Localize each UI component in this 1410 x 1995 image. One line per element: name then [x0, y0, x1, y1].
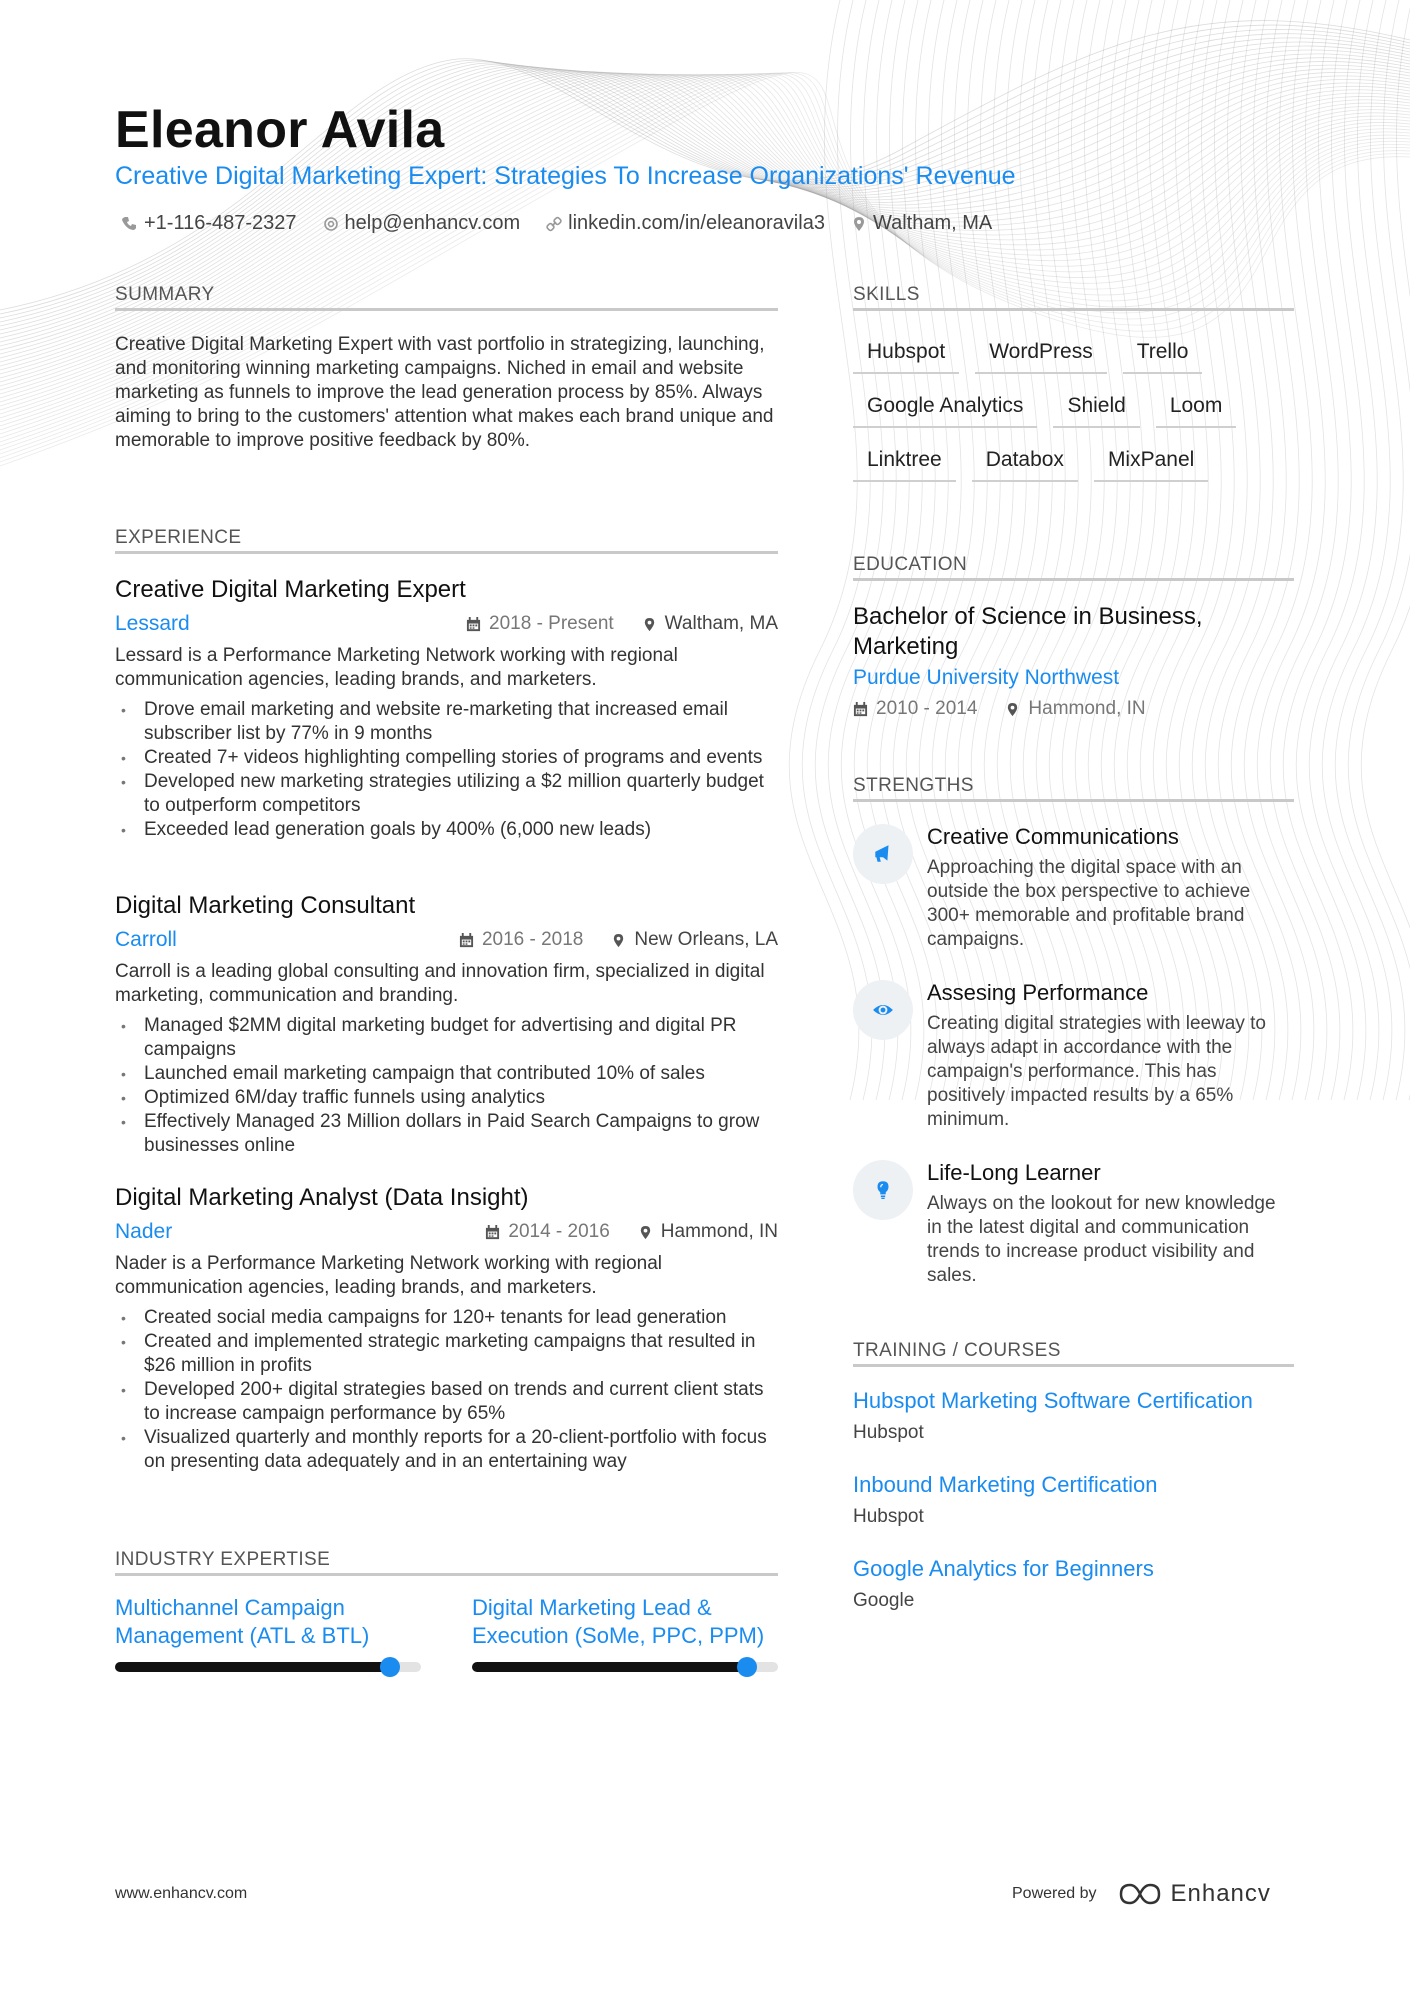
powered-by-label: Powered by	[1012, 1885, 1097, 1902]
bullet-item: • Created social media campaigns for 120+ tenants for lead generation	[115, 1306, 778, 1330]
date-text: 2018 - Present	[489, 613, 614, 634]
location-text: Waltham, MA	[872, 212, 993, 234]
course-provider: Hubspot	[853, 1422, 924, 1443]
course-provider: Google	[853, 1590, 915, 1611]
phone-text: +1-116-487-2327	[144, 212, 297, 234]
job-meta-details	[459, 929, 778, 951]
course-title[interactable]: Hubspot Marketing Software Certification	[853, 1388, 1253, 1413]
bullet-item: • Managed $2MM digital marketing budget for advertising and digital PR campaigns	[115, 1014, 778, 1062]
email-text: help@enhancv.com	[344, 212, 521, 234]
job-meta	[115, 928, 778, 952]
footer-website-link[interactable]: www.enhancv.com	[115, 1885, 248, 1902]
course-title[interactable]: Google Analytics for Beginners	[853, 1556, 1154, 1581]
strength-icon-badge	[853, 980, 913, 1040]
job-description: Nader is a Performance Marketing Network working with regional communication agencies, leading brands, and marketers.	[115, 1253, 663, 1298]
location-text: Hammond, IN	[660, 1221, 778, 1242]
skills-divider	[853, 308, 1294, 311]
experience-entry	[115, 1184, 778, 1474]
skill-tag: Databox	[972, 444, 1078, 482]
strength-description: Always on the lookout for new knowledge in the latest digital and communication trends to increase product visibility and sales.	[927, 1193, 1276, 1286]
bullet-item: • Optimized 6M/day traffic funnels using analytics	[115, 1086, 778, 1110]
job-title: Digital Marketing Analyst (Data Insight)	[115, 1184, 529, 1211]
education-divider	[853, 578, 1294, 581]
at-icon	[323, 216, 339, 232]
bullet-item: • Launched email marketing campaign that contributed 10% of sales	[115, 1062, 778, 1086]
strength-icon-badge	[853, 1160, 913, 1220]
calendar-icon	[485, 1225, 500, 1240]
bullet-item: • Exceeded lead generation goals by 400% (6,000 new leads)	[115, 818, 778, 842]
job-location	[611, 929, 778, 951]
bullet-item: • Drove email marketing and website re-marketing that increased email subscriber list by 77% in 9 months	[115, 698, 778, 746]
summary-heading: SUMMARY	[115, 284, 215, 305]
course-item	[853, 1388, 1294, 1444]
job-dates	[485, 1221, 609, 1243]
school-name[interactable]: Purdue University Northwest	[853, 666, 1120, 689]
experience-heading: EXPERIENCE	[115, 527, 242, 548]
bullet-item: • Created and implemented strategic marketing campaigns that resulted in $26 million in profits	[115, 1330, 778, 1378]
strength-item	[853, 824, 1294, 952]
degree-title: Bachelor of Science in Business, Marketing	[853, 603, 1203, 660]
location-text: New Orleans, LA	[634, 929, 778, 950]
skill-tag: Hubspot	[853, 336, 959, 374]
enhancv-logo[interactable]	[1117, 1880, 1271, 1908]
location-text: Hammond, IN	[1028, 698, 1146, 719]
location-pin-icon	[851, 216, 867, 232]
phone-icon	[122, 216, 138, 232]
contact-bar	[122, 212, 992, 235]
industry-expertise-heading: INDUSTRY EXPERTISE	[115, 1549, 331, 1570]
expertise-level-bar	[472, 1662, 778, 1672]
megaphone-icon	[872, 843, 894, 865]
education-heading: EDUCATION	[853, 554, 968, 575]
job-meta-details	[485, 1221, 778, 1243]
expertise-label: Digital Marketing Lead & Execution (SoMe, PPC, PPM)	[472, 1595, 765, 1648]
linkedin-text: linkedin.com/in/eleanoravila3	[568, 212, 825, 234]
industry-expertise-divider	[115, 1573, 778, 1576]
summary-text: Creative Digital Marketing Expert with vast portfolio in strategizing, launching, and monitoring winning marketing campaigns. Niched in email and website marketing as funnels to improve the lead generation process by 85%. Always aiming to bring to the customers' attention what makes each brand unique and memorable to improve positive feedback by 80%.	[115, 334, 774, 451]
course-item	[853, 1556, 1294, 1612]
courses-heading: TRAINING / COURSES	[853, 1340, 1061, 1361]
skills-list	[853, 336, 1294, 482]
enhancv-brand-text: Enhancv	[1170, 1880, 1271, 1907]
strength-item	[853, 1160, 1294, 1288]
calendar-icon	[466, 617, 481, 632]
education-location	[1005, 698, 1145, 720]
skill-tag: MixPanel	[1094, 444, 1208, 482]
location-pin-icon	[642, 617, 657, 632]
candidate-name: Eleanor Avila	[115, 101, 445, 159]
date-text: 2010 - 2014	[876, 698, 978, 719]
location-pin-icon	[1005, 702, 1020, 717]
location-pin-icon	[611, 933, 626, 948]
location-text: Waltham, MA	[664, 613, 778, 634]
contact-phone[interactable]	[122, 212, 297, 235]
job-bullets	[115, 1014, 778, 1158]
contact-linkedin[interactable]	[546, 212, 825, 235]
strength-description: Creating digital strategies with leeway to always adapt in accordance with the campaign's performance. This has positively impacted results by a 65% minimum.	[927, 1013, 1267, 1130]
skill-tag: Linktree	[853, 444, 956, 482]
strengths-divider	[853, 799, 1294, 802]
job-dates	[459, 929, 583, 951]
skill-tag: Shield	[1053, 390, 1139, 428]
location-pin-icon	[638, 1225, 653, 1240]
job-title: Creative Digital Marketing Expert	[115, 576, 466, 603]
enhancv-logo-mark-icon	[1117, 1881, 1163, 1907]
company-name[interactable]: Nader	[115, 1220, 173, 1243]
expertise-label: Multichannel Campaign Management (ATL & BTL)	[115, 1595, 370, 1648]
bullet-item: • Created 7+ videos highlighting compelling stories of programs and events	[115, 746, 778, 770]
job-bullets	[115, 698, 778, 842]
job-bullets	[115, 1306, 778, 1474]
job-meta	[115, 1220, 778, 1244]
experience-entry	[115, 892, 778, 1158]
lightbulb-icon	[872, 1179, 894, 1201]
job-location	[642, 613, 778, 635]
candidate-headline: Creative Digital Marketing Expert: Strategies To Increase Organizations' Revenue	[115, 162, 1016, 190]
strengths-heading: STRENGTHS	[853, 775, 974, 796]
experience-entry	[115, 576, 778, 842]
strength-icon-badge	[853, 824, 913, 884]
expertise-item	[115, 1594, 421, 1672]
bullet-item: • Developed 200+ digital strategies based on trends and current client stats to increase campaign performance by 65%	[115, 1378, 778, 1426]
date-text: 2014 - 2016	[508, 1221, 610, 1242]
company-name[interactable]: Lessard	[115, 612, 190, 635]
company-name[interactable]: Carroll	[115, 928, 177, 951]
course-title[interactable]: Inbound Marketing Certification	[853, 1472, 1158, 1497]
job-description: Carroll is a leading global consulting and innovation firm, specialized in digital marketing, communication and branding.	[115, 961, 765, 1006]
skill-tag: Loom	[1156, 390, 1237, 428]
skill-tag: WordPress	[975, 336, 1106, 374]
courses-divider	[853, 1364, 1294, 1367]
expertise-level-fill	[472, 1662, 747, 1672]
job-description: Lessard is a Performance Marketing Network working with regional communication agencies, leading brands, and marketers.	[115, 645, 678, 690]
job-meta-details	[466, 613, 778, 635]
contact-email[interactable]	[323, 212, 521, 235]
expertise-level-knob	[380, 1657, 400, 1677]
job-title: Digital Marketing Consultant	[115, 892, 416, 919]
expertise-level-bar	[115, 1662, 421, 1672]
job-dates	[466, 613, 614, 635]
course-provider: Hubspot	[853, 1506, 924, 1527]
expertise-level-knob	[737, 1657, 757, 1677]
strength-title: Assesing Performance	[927, 980, 1149, 1005]
date-text: 2016 - 2018	[481, 929, 584, 950]
education-dates	[853, 698, 977, 720]
calendar-icon	[459, 933, 474, 948]
strength-title: Life-Long Learner	[927, 1160, 1101, 1185]
footer-branding	[1012, 1880, 1271, 1908]
contact-location	[851, 212, 992, 235]
skill-tag: Trello	[1123, 336, 1203, 374]
bullet-item: • Effectively Managed 23 Million dollars in Paid Search Campaigns to grow businesses online	[115, 1110, 778, 1158]
strength-description: Approaching the digital space with an outside the box perspective to achieve 300+ memorable and profitable brand campaigns.	[927, 857, 1251, 950]
eye-icon	[872, 999, 894, 1021]
job-location	[638, 1221, 778, 1243]
job-meta	[115, 612, 778, 636]
education-meta	[853, 698, 1294, 720]
experience-divider	[115, 551, 778, 554]
expertise-level-fill	[115, 1662, 390, 1672]
strength-title: Creative Communications	[927, 824, 1179, 849]
calendar-icon	[853, 702, 868, 717]
link-icon	[546, 216, 562, 232]
summary-divider	[115, 308, 778, 311]
skills-heading: SKILLS	[853, 284, 920, 305]
bullet-item: • Developed new marketing strategies utilizing a $2 million quarterly budget to outperform competitors	[115, 770, 778, 818]
expertise-item	[472, 1594, 778, 1672]
skill-tag: Google Analytics	[853, 390, 1037, 428]
education-entry	[853, 602, 1294, 720]
course-item	[853, 1472, 1294, 1528]
bullet-item: • Visualized quarterly and monthly reports for a 20-client-portfolio with focus on presenting data adequately and in an entertaining way	[115, 1426, 778, 1474]
strength-item	[853, 980, 1294, 1132]
